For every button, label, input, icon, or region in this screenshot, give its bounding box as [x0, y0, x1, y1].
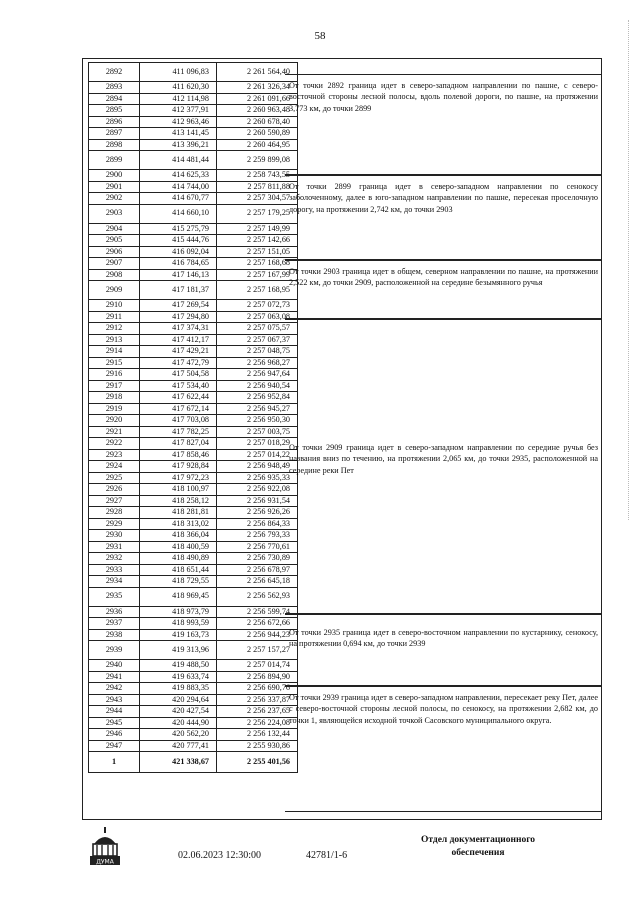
y-coordinate-cell: 2 256 224,08 — [217, 717, 298, 729]
table-row — [89, 415, 298, 427]
point-number-cell: 2942 — [89, 683, 140, 695]
point-number-cell: 2927 — [89, 495, 140, 507]
table-row — [89, 170, 298, 182]
x-coordinate-cell: 417 374,31 — [140, 323, 217, 335]
point-number-cell: 2920 — [89, 415, 140, 427]
table-row — [89, 151, 298, 170]
point-number-cell: 2903 — [89, 204, 140, 223]
point-number-cell: 2896 — [89, 116, 140, 128]
x-coordinate-cell: 418 993,59 — [140, 618, 217, 630]
point-number-cell: 2912 — [89, 323, 140, 335]
table-row — [89, 564, 298, 576]
point-number-cell: 2947 — [89, 740, 140, 752]
point-number-cell: 2925 — [89, 472, 140, 484]
table-row — [89, 629, 298, 641]
table-row — [89, 461, 298, 473]
point-number-cell: 2904 — [89, 223, 140, 235]
table-row — [89, 392, 298, 404]
point-number-cell: 2931 — [89, 541, 140, 553]
y-coordinate-cell: 2 261 091,66 — [217, 93, 298, 105]
y-coordinate-cell: 2 256 947,64 — [217, 369, 298, 381]
point-number-cell: 2918 — [89, 392, 140, 404]
y-coordinate-cell: 2 257 167,99 — [217, 269, 298, 281]
x-coordinate-cell: 417 472,79 — [140, 357, 217, 369]
x-coordinate-cell: 414 660,10 — [140, 204, 217, 223]
y-coordinate-cell: 2 256 894,90 — [217, 671, 298, 683]
footer-date: 02.06.2023 12:30:00 — [178, 850, 262, 861]
y-coordinate-cell: 2 255 401,56 — [217, 752, 298, 773]
point-number-cell: 2901 — [89, 181, 140, 193]
x-coordinate-cell: 417 504,58 — [140, 369, 217, 381]
x-coordinate-cell: 415 444,76 — [140, 235, 217, 247]
point-number-cell: 2894 — [89, 93, 140, 105]
point-number-cell: 2919 — [89, 403, 140, 415]
point-number-cell: 2943 — [89, 694, 140, 706]
x-coordinate-cell: 417 858,46 — [140, 449, 217, 461]
table-row — [89, 139, 298, 151]
y-coordinate-cell: 2 256 922,08 — [217, 484, 298, 496]
table-row — [89, 706, 298, 718]
y-coordinate-cell: 2 257 142,66 — [217, 235, 298, 247]
y-coordinate-cell: 2 259 899,08 — [217, 151, 298, 170]
table-row — [89, 740, 298, 752]
table-row — [89, 346, 298, 358]
x-coordinate-cell: 414 744,00 — [140, 181, 217, 193]
y-coordinate-cell: 2 261 326,34 — [217, 82, 298, 94]
table-row — [89, 380, 298, 392]
y-coordinate-cell: 2 257 168,95 — [217, 281, 298, 300]
y-coordinate-cell: 2 257 014,74 — [217, 660, 298, 672]
y-coordinate-cell: 2 256 944,23 — [217, 629, 298, 641]
x-coordinate-cell: 419 313,96 — [140, 641, 217, 660]
x-coordinate-cell: 419 883,35 — [140, 683, 217, 695]
boundary-description-3: От точки 2903 граница идет в общем, северном направлении по пашне, на протяжении 2,522 км, до точки 2909, расположенной на середине безымянного ручья — [285, 260, 602, 319]
margin-marks — [628, 20, 635, 520]
point-number-cell: 2928 — [89, 507, 140, 519]
x-coordinate-cell: 415 275,79 — [140, 223, 217, 235]
table-row — [89, 281, 298, 300]
point-number-cell: 2893 — [89, 82, 140, 94]
table-row — [89, 484, 298, 496]
y-coordinate-cell: 2 256 931,54 — [217, 495, 298, 507]
table-row — [89, 223, 298, 235]
x-coordinate-cell: 418 100,97 — [140, 484, 217, 496]
table-row — [89, 269, 298, 281]
y-coordinate-cell: 2 255 930,86 — [217, 740, 298, 752]
table-row — [89, 518, 298, 530]
table-row — [89, 683, 298, 695]
boundary-description-2: От точки 2899 граница идет в северо-западном направлении по сенокосу заболоченному, далее в юго-западном направлении по пашне, пересекая проселочную дорогу, на протяжении 2,742 км, до точки 2903 — [285, 175, 602, 260]
y-coordinate-cell: 2 256 948,49 — [217, 461, 298, 473]
x-coordinate-cell: 414 481,44 — [140, 151, 217, 170]
table-row — [89, 671, 298, 683]
x-coordinate-cell: 420 444,90 — [140, 717, 217, 729]
x-coordinate-cell: 420 562,20 — [140, 729, 217, 741]
x-coordinate-cell: 411 096,83 — [140, 63, 217, 82]
table-row — [89, 495, 298, 507]
point-number-cell: 2908 — [89, 269, 140, 281]
y-coordinate-cell: 2 256 562,93 — [217, 587, 298, 606]
point-number-cell: 2938 — [89, 629, 140, 641]
x-coordinate-cell: 412 377,91 — [140, 105, 217, 117]
y-coordinate-cell: 2 261 564,40 — [217, 63, 298, 82]
x-coordinate-cell: 418 366,04 — [140, 530, 217, 542]
y-coordinate-cell: 2 257 018,29 — [217, 438, 298, 450]
table-row — [89, 403, 298, 415]
point-number-cell: 2909 — [89, 281, 140, 300]
point-number-cell: 2939 — [89, 641, 140, 660]
x-coordinate-cell: 416 092,04 — [140, 246, 217, 258]
y-coordinate-cell: 2 256 730,89 — [217, 553, 298, 565]
table-row — [89, 128, 298, 140]
point-number-cell: 2898 — [89, 139, 140, 151]
x-coordinate-cell: 417 269,54 — [140, 300, 217, 312]
point-number-cell: 2916 — [89, 369, 140, 381]
x-coordinate-cell: 421 338,67 — [140, 752, 217, 773]
x-coordinate-cell: 418 490,89 — [140, 553, 217, 565]
x-coordinate-cell: 418 258,12 — [140, 495, 217, 507]
point-number-cell: 2906 — [89, 246, 140, 258]
point-number-cell: 2923 — [89, 449, 140, 461]
duma-emblem-icon — [88, 826, 122, 866]
department-line-1: Отдел документационного — [420, 835, 536, 845]
y-coordinate-cell: 2 260 464,95 — [217, 139, 298, 151]
table-row — [89, 93, 298, 105]
table-row — [89, 729, 298, 741]
x-coordinate-cell: 420 427,54 — [140, 706, 217, 718]
table-row — [89, 204, 298, 223]
x-coordinate-cell: 418 969,45 — [140, 587, 217, 606]
point-number-cell: 2910 — [89, 300, 140, 312]
point-number-cell: 2941 — [89, 671, 140, 683]
table-row — [89, 660, 298, 672]
point-number-cell: 2915 — [89, 357, 140, 369]
y-coordinate-cell: 2 257 811,88 — [217, 181, 298, 193]
y-coordinate-cell: 2 260 678,40 — [217, 116, 298, 128]
x-coordinate-cell: 417 703,08 — [140, 415, 217, 427]
point-number-cell: 1 — [89, 752, 140, 773]
point-number-cell: 2926 — [89, 484, 140, 496]
x-coordinate-cell: 417 972,23 — [140, 472, 217, 484]
point-number-cell: 2892 — [89, 63, 140, 82]
y-coordinate-cell: 2 260 963,48 — [217, 105, 298, 117]
point-number-cell: 2934 — [89, 576, 140, 588]
point-number-cell: 2936 — [89, 606, 140, 618]
x-coordinate-cell: 413 141,45 — [140, 128, 217, 140]
table-row — [89, 334, 298, 346]
point-number-cell: 2902 — [89, 193, 140, 205]
table-row — [89, 618, 298, 630]
x-coordinate-cell: 414 625,33 — [140, 170, 217, 182]
x-coordinate-cell: 411 620,30 — [140, 82, 217, 94]
table-row — [89, 576, 298, 588]
x-coordinate-cell: 417 412,17 — [140, 334, 217, 346]
point-number-cell: 2897 — [89, 128, 140, 140]
point-number-cell: 2895 — [89, 105, 140, 117]
x-coordinate-cell: 417 782,25 — [140, 426, 217, 438]
table-row — [89, 235, 298, 247]
y-coordinate-cell: 2 256 690,76 — [217, 683, 298, 695]
table-row — [89, 258, 298, 270]
point-number-cell: 2921 — [89, 426, 140, 438]
point-number-cell: 2929 — [89, 518, 140, 530]
y-coordinate-cell: 2 257 014,22 — [217, 449, 298, 461]
y-coordinate-cell: 2 256 968,27 — [217, 357, 298, 369]
page-number: 58 — [314, 30, 326, 42]
y-coordinate-cell: 2 256 940,54 — [217, 380, 298, 392]
y-coordinate-cell: 2 256 672,66 — [217, 618, 298, 630]
x-coordinate-cell: 418 651,44 — [140, 564, 217, 576]
x-coordinate-cell: 413 396,21 — [140, 139, 217, 151]
x-coordinate-cell: 412 963,46 — [140, 116, 217, 128]
y-coordinate-cell: 2 257 063,08 — [217, 311, 298, 323]
point-number-cell: 2946 — [89, 729, 140, 741]
y-coordinate-cell: 2 256 945,27 — [217, 403, 298, 415]
y-coordinate-cell: 2 256 952,84 — [217, 392, 298, 404]
y-coordinate-cell: 2 258 743,55 — [217, 170, 298, 182]
x-coordinate-cell: 417 429,21 — [140, 346, 217, 358]
y-coordinate-cell: 2 257 067,37 — [217, 334, 298, 346]
y-coordinate-cell: 2 256 793,33 — [217, 530, 298, 542]
y-coordinate-cell: 2 257 075,57 — [217, 323, 298, 335]
y-coordinate-cell: 2 256 770,61 — [217, 541, 298, 553]
table-row — [89, 82, 298, 94]
x-coordinate-cell: 417 928,84 — [140, 461, 217, 473]
boundary-description-1: От точки 2892 граница идет в северо-западном направлении по пашне, с северо-восточной стороны лесной полосы, вдоль полевой дороги, по пашне, на протяжении 3,773 км, до точки 2899 — [285, 74, 602, 175]
x-coordinate-cell: 418 973,79 — [140, 606, 217, 618]
table-row — [89, 369, 298, 381]
y-coordinate-cell: 2 256 237,65 — [217, 706, 298, 718]
table-row — [89, 553, 298, 565]
table-row — [89, 449, 298, 461]
table-row — [89, 694, 298, 706]
y-coordinate-cell: 2 257 304,57 — [217, 193, 298, 205]
table-row — [89, 717, 298, 729]
table-row — [89, 357, 298, 369]
point-number-cell: 2913 — [89, 334, 140, 346]
point-number-cell: 2905 — [89, 235, 140, 247]
y-coordinate-cell: 2 257 003,75 — [217, 426, 298, 438]
y-coordinate-cell: 2 256 645,18 — [217, 576, 298, 588]
point-number-cell: 2900 — [89, 170, 140, 182]
table-row — [89, 181, 298, 193]
boundary-description-5: От точки 2935 граница идет в северо-восточном направлении по кустарнику, сенокосу, на протяжении 0,694 км, до точки 2939 — [285, 614, 602, 686]
x-coordinate-cell: 418 400,59 — [140, 541, 217, 553]
x-coordinate-cell: 416 784,65 — [140, 258, 217, 270]
x-coordinate-cell: 418 729,55 — [140, 576, 217, 588]
y-coordinate-cell: 2 257 157,27 — [217, 641, 298, 660]
table-row — [89, 323, 298, 335]
point-number-cell: 2924 — [89, 461, 140, 473]
y-coordinate-cell: 2 256 599,74 — [217, 606, 298, 618]
x-coordinate-cell: 419 488,50 — [140, 660, 217, 672]
y-coordinate-cell: 2 256 926,26 — [217, 507, 298, 519]
x-coordinate-cell: 417 827,04 — [140, 438, 217, 450]
x-coordinate-cell: 417 294,80 — [140, 311, 217, 323]
y-coordinate-cell: 2 257 149,99 — [217, 223, 298, 235]
svg-text:ДУМА: ДУМА — [96, 858, 114, 866]
y-coordinate-cell: 2 257 168,68 — [217, 258, 298, 270]
table-row — [89, 472, 298, 484]
point-number-cell: 2935 — [89, 587, 140, 606]
point-number-cell: 2930 — [89, 530, 140, 542]
table-row — [89, 246, 298, 258]
table-row — [89, 116, 298, 128]
x-coordinate-cell: 417 622,44 — [140, 392, 217, 404]
point-number-cell: 2917 — [89, 380, 140, 392]
table-row — [89, 426, 298, 438]
table-row — [89, 63, 298, 82]
table-row — [89, 587, 298, 606]
table-row — [89, 311, 298, 323]
table-row — [89, 641, 298, 660]
table-row — [89, 438, 298, 450]
point-number-cell: 2940 — [89, 660, 140, 672]
point-number-cell: 2922 — [89, 438, 140, 450]
department-line-2: обеспечения — [451, 848, 505, 858]
y-coordinate-cell: 2 257 048,75 — [217, 346, 298, 358]
x-coordinate-cell: 417 181,37 — [140, 281, 217, 300]
table-row — [89, 541, 298, 553]
y-coordinate-cell: 2 257 179,25 — [217, 204, 298, 223]
x-coordinate-cell: 420 777,41 — [140, 740, 217, 752]
x-coordinate-cell: 419 633,74 — [140, 671, 217, 683]
y-coordinate-cell: 2 256 678,97 — [217, 564, 298, 576]
x-coordinate-cell: 412 114,98 — [140, 93, 217, 105]
footer-document-id: 42781/1-6 — [306, 850, 348, 861]
y-coordinate-cell: 2 257 072,73 — [217, 300, 298, 312]
x-coordinate-cell: 417 146,13 — [140, 269, 217, 281]
table-row — [89, 507, 298, 519]
y-coordinate-cell: 2 256 132,44 — [217, 729, 298, 741]
point-number-cell: 2944 — [89, 706, 140, 718]
x-coordinate-cell: 420 294,64 — [140, 694, 217, 706]
table-row — [89, 606, 298, 618]
y-coordinate-cell: 2 256 864,33 — [217, 518, 298, 530]
x-coordinate-cell: 418 313,02 — [140, 518, 217, 530]
x-coordinate-cell: 417 534,40 — [140, 380, 217, 392]
point-number-cell: 2907 — [89, 258, 140, 270]
point-number-cell: 2932 — [89, 553, 140, 565]
y-coordinate-cell: 2 256 337,87 — [217, 694, 298, 706]
point-number-cell: 2911 — [89, 311, 140, 323]
table-row — [89, 752, 298, 773]
point-number-cell: 2933 — [89, 564, 140, 576]
table-row — [89, 300, 298, 312]
department-stamp — [398, 834, 558, 860]
y-coordinate-cell: 2 257 151,05 — [217, 246, 298, 258]
y-coordinate-cell: 2 256 950,30 — [217, 415, 298, 427]
x-coordinate-cell: 417 672,14 — [140, 403, 217, 415]
x-coordinate-cell: 414 670,77 — [140, 193, 217, 205]
y-coordinate-cell: 2 256 935,33 — [217, 472, 298, 484]
point-number-cell: 2937 — [89, 618, 140, 630]
point-number-cell: 2945 — [89, 717, 140, 729]
y-coordinate-cell: 2 260 590,89 — [217, 128, 298, 140]
table-row — [89, 530, 298, 542]
point-number-cell: 2899 — [89, 151, 140, 170]
coordinates-table — [88, 62, 298, 773]
boundary-description-6: От точки 2939 граница идет в северо-западном направлении, пересекает реку Пет, далее с северо-восточной стороны лесной полосы, по сенокосу, на протяжении 2,682 км, до точки 1, являющейся исходной точкой Сасовского муниципального округа. — [285, 686, 602, 812]
table-row — [89, 105, 298, 117]
boundary-description-4: От точки 2909 граница идет в северо-западном направлении по середине ручья без названия вниз по течению, на протяжении 2,065 км, до точки 2935, расположенной на середине реки Пет — [285, 319, 602, 614]
table-row — [89, 193, 298, 205]
point-number-cell: 2914 — [89, 346, 140, 358]
x-coordinate-cell: 419 163,73 — [140, 629, 217, 641]
x-coordinate-cell: 418 281,81 — [140, 507, 217, 519]
